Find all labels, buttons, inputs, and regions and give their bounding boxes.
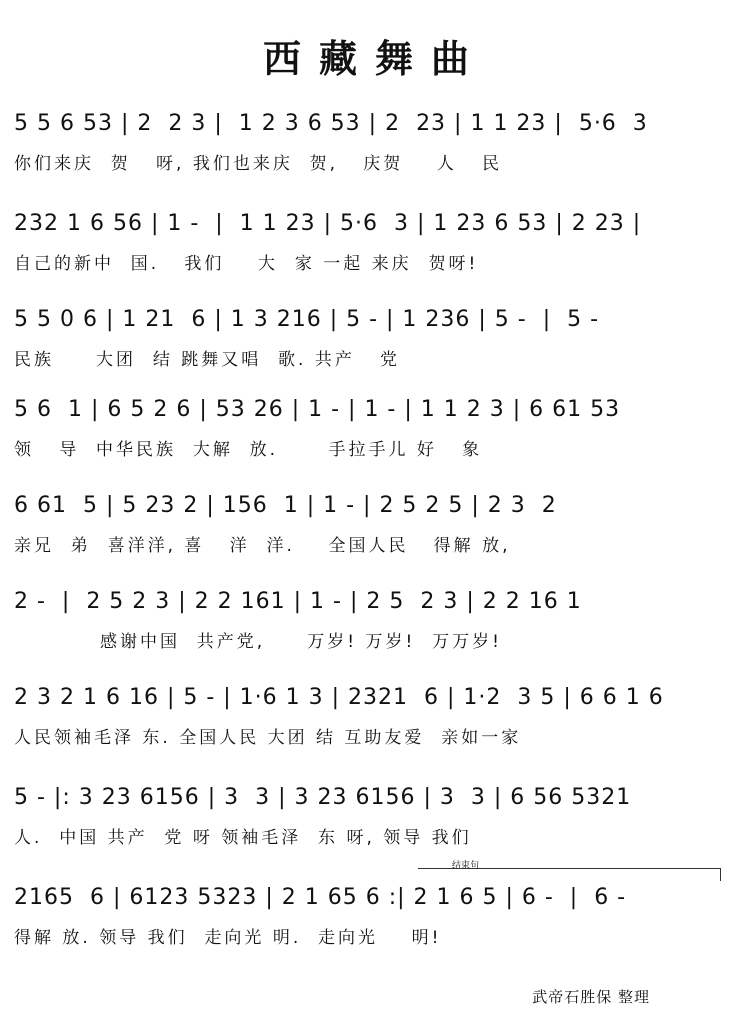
music-system bbox=[14, 300, 736, 390]
arranger-credit: 武帝石胜保 整理 bbox=[532, 988, 650, 1006]
lyric-line: 得解 放. 领导 我们 走向光 明. 走向光 明! bbox=[14, 928, 442, 948]
notation-line: 5 5 0 6 | 1 21 6 | 1 3 216 | 5 - | 1 236 | 5 - | 5 - bbox=[14, 307, 600, 332]
music-system bbox=[14, 486, 736, 576]
notation-line: 5 - |: 3 23 6156 | 3 3 | 3 23 6156 | 3 3 | 6 56 5321 bbox=[14, 785, 632, 810]
music-system bbox=[14, 390, 736, 480]
lyric-line: 领 导 中华民族 大解 放. 手拉手儿 好 象 bbox=[14, 440, 483, 460]
lyric-line: 人. 中国 共产 党 呀 领袖毛泽 东 呀, 领导 我们 bbox=[14, 828, 472, 848]
notation-line: 5 5 6 53 | 2 2 3 | 1 2 3 6 53 | 2 23 | 1 1 23 | 5·6 3 bbox=[14, 111, 648, 136]
notation-line: 232 1 6 56 | 1 - | 1 1 23 | 5·6 3 | 1 23 6 53 | 2 23 | bbox=[14, 211, 642, 236]
music-system bbox=[14, 582, 736, 672]
notation-line: 5 6 1 | 6 5 2 6 | 53 26 | 1 - | 1 - | 1 1 2 3 | 6 61 53 bbox=[14, 397, 621, 422]
lyric-line: 感谢中国 共产党, 万岁! 万岁! 万万岁! bbox=[100, 632, 502, 652]
music-system bbox=[14, 678, 736, 768]
lyric-line: 人民领袖毛泽 东. 全国人民 大团 结 互助友爱 亲如一家 bbox=[14, 728, 522, 748]
lyric-line: 亲兄 弟 喜洋洋, 喜 洋 洋. 全国人民 得解 放, bbox=[14, 536, 511, 556]
lyric-line: 自己的新中 国. 我们 大 家 一起 来庆 贺呀! bbox=[14, 254, 479, 274]
music-system bbox=[14, 878, 736, 968]
page-title: 西藏舞曲 bbox=[262, 36, 487, 81]
notation-line: 6 61 5 | 5 23 2 | 156 1 | 1 - | 2 5 2 5 | 2 3 2 bbox=[14, 493, 557, 518]
lyric-line: 民族 大团 结 跳舞又唱 歌. 共产 党 bbox=[14, 350, 401, 370]
ending-mark: 结束句 bbox=[452, 861, 480, 871]
notation-line: 2 - | 2 5 2 3 | 2 2 161 | 1 - | 2 5 2 3 | 2 2 16 1 bbox=[14, 589, 582, 614]
notation-line: 2165 6 | 6123 5323 | 2 1 65 6 :| 2 1 6 5 | 6 - | 6 - bbox=[14, 885, 627, 910]
lyric-line: 你们来庆 贺 呀, 我们也来庆 贺, 庆贺 人 民 bbox=[14, 154, 503, 174]
notation-line: 2 3 2 1 6 16 | 5 - | 1·6 1 3 | 2321 6 | 1·2 3 5 | 6 6 1 6 bbox=[14, 685, 664, 710]
music-system bbox=[14, 104, 736, 194]
music-system bbox=[14, 204, 736, 294]
music-system bbox=[14, 778, 736, 868]
